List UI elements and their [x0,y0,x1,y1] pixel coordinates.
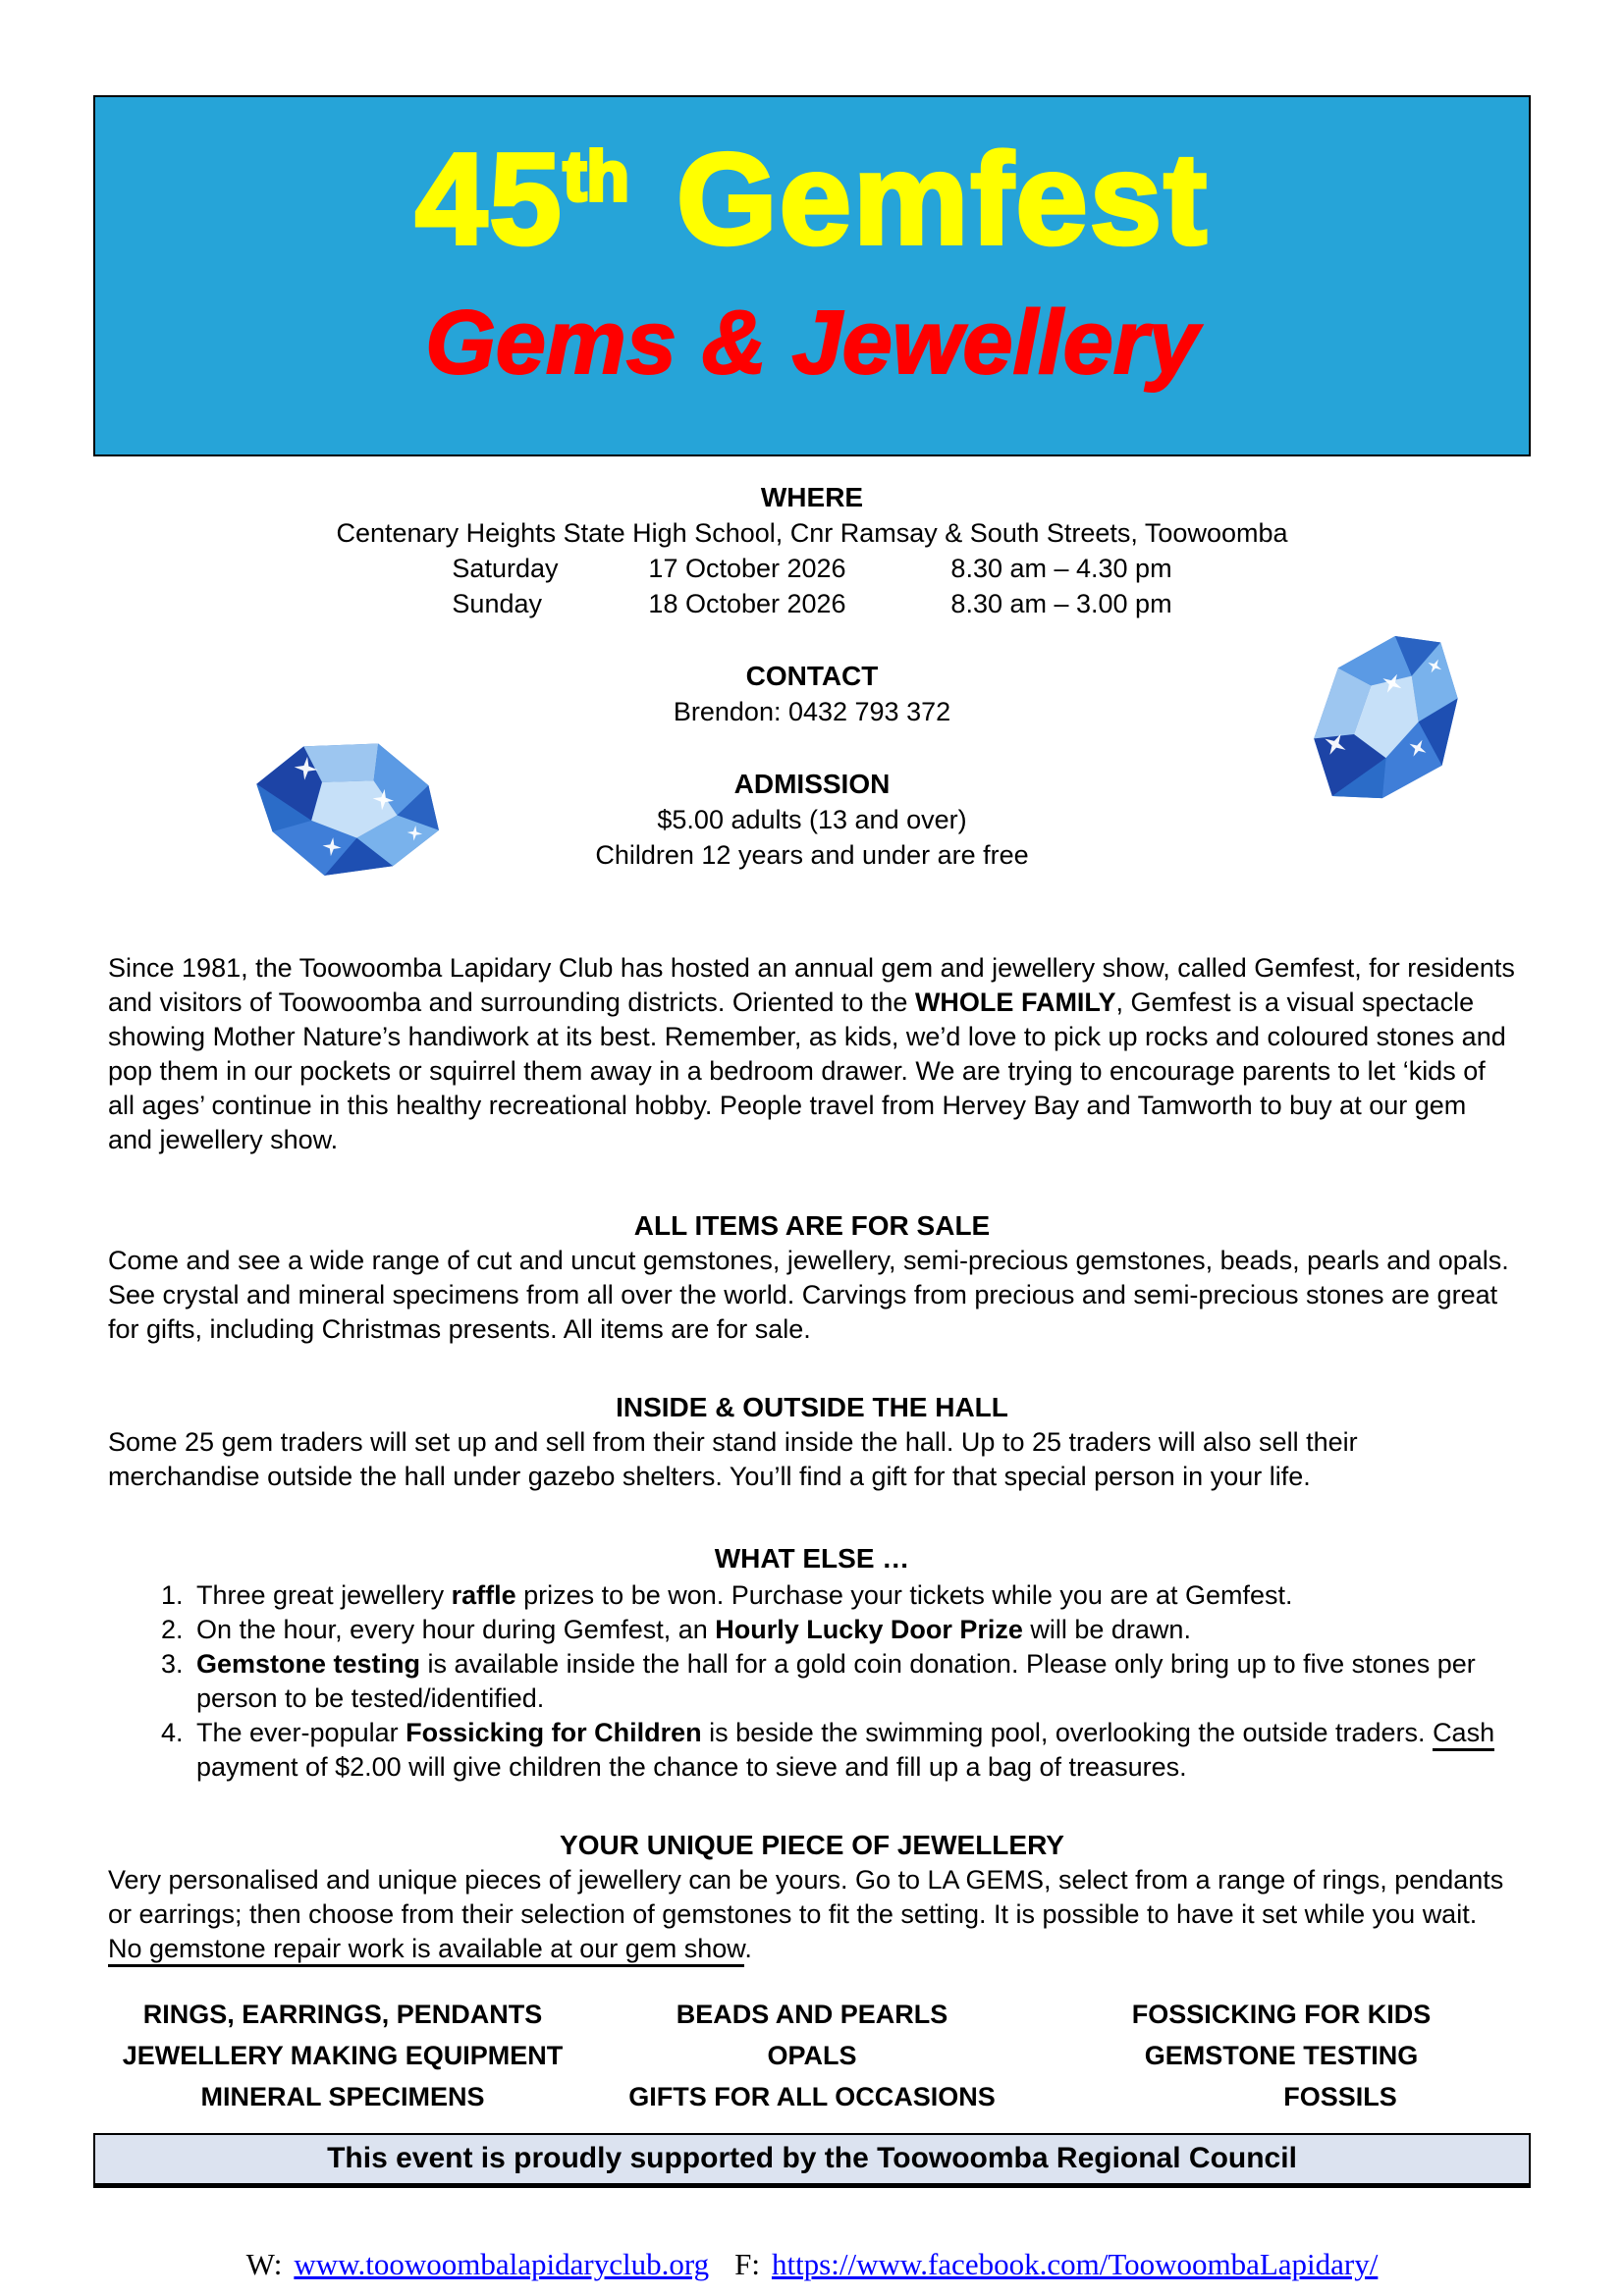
offer-columns [108,1994,1516,2117]
what-else-heading: WHAT ELSE … [714,1543,910,1574]
offer-column-1 [108,1994,577,2117]
unique-text: Very personalised and unique pieces of jewellery can be yours. Go to LA GEMS, select from a range of rings, pendants or earrings; then choose from their selection of gemstones to fit the setting. It is possible to have it set while you wait. [108,1865,1504,1929]
schedule-time: 8.30 am – 4.30 pm [950,554,1172,583]
intro-text: Since 1981, the Toowoomba Lapidary Club has hosted an annual gem and jewellery show, called Gemfest, for residents and visitors of Toowoomba and surrounding districts. Oriented to the [108,953,1515,1017]
event-title-ordinal: th [563,136,629,216]
offer-item: RINGS, EARRINGS, PENDANTS [142,2000,543,2029]
list-item-text: is beside the swimming pool, overlooking the outside traders. [701,1718,1434,1747]
facebook-label: F: [734,2247,760,2281]
header-banner [93,95,1531,456]
list-item [190,1647,1516,1716]
list-item-bold: Hourly Lucky Door Prize [715,1615,1023,1644]
unique-heading: YOUR UNIQUE PIECE OF JEWELLERY [560,1830,1064,1860]
list-item-text: payment of $2.00 will give children the chance to sieve and fill up a bag of treasures. [196,1752,1187,1782]
for-sale-heading: ALL ITEMS ARE FOR SALE [633,1210,991,1241]
admission-children: Children 12 years and under are free [595,840,1029,870]
unique-text: . [744,1934,752,1963]
unique-paragraph [108,1863,1516,1966]
gem-icon [235,722,458,893]
contact-phone: Brendon: 0432 793 372 [673,697,951,726]
offer-column-3 [1047,1994,1516,2117]
for-sale-paragraph: Come and see a wide range of cut and uncut gemstones, jewellery, semi-precious gemstones, beads, pearls and opals. See crystal and mineral specimens from all over the world. Carvings from precious and semi-precious stones are great for gifts, including Christmas presents. All items are for sale. [108,1246,1509,1344]
website-label: W: [245,2247,283,2281]
admission-heading: ADMISSION [733,769,891,799]
offer-item: GEMSTONE TESTING [1144,2041,1419,2070]
list-item-underlined: Cash [1433,1718,1494,1751]
list-item [190,1613,1516,1647]
where-heading: WHERE [760,482,864,512]
council-support-banner: This event is proudly supported by the Toowoomba Regional Council [93,2133,1531,2188]
blue-gem-image-left [235,722,458,893]
list-item-bold: Fossicking for Children [406,1718,702,1747]
unique-underlined: No gemstone repair work is available at our gem show [108,1934,744,1967]
admission-price: $5.00 adults (13 and over) [657,805,967,834]
list-item-text: Three great jewellery [196,1580,452,1610]
event-title-name: Gemfest [676,127,1210,271]
event-schedule [452,551,1171,621]
hall-paragraph: Some 25 gem traders will set up and sell from their stand inside the hall. Up to 25 traders will also sell their merchandise outside the hall under gazebo shelters. You’ll find a gift for that special person in your life. [108,1427,1358,1491]
list-item-text: The ever-popular [196,1718,406,1747]
list-item-bold: raffle [451,1580,516,1610]
event-title [95,97,1529,271]
schedule-day: Sunday [452,589,542,618]
intro-paragraph [108,951,1516,1157]
what-else-list [108,1578,1516,1785]
list-item [190,1578,1516,1613]
schedule-date: 18 October 2026 [648,589,846,618]
offer-item: JEWELLERY MAKING EQUIPMENT [122,2041,564,2070]
contact-heading: CONTACT [745,661,879,691]
venue-address: Centenary Heights State High School, Cnr Ramsay & South Streets, Toowoomba [336,518,1288,548]
intro-bold-text: WHOLE FAMILY [914,988,1116,1017]
offer-item: FOSSILS [1283,2082,1397,2111]
offer-item: OPALS [767,2041,857,2070]
list-item-text: prizes to be won. Purchase your tickets while you are at Gemfest. [515,1580,1293,1610]
website-link[interactable]: www.toowoombalapidaryclub.org [294,2247,710,2281]
list-item-bold: Gemstone testing [196,1649,421,1679]
event-subtitle: Gems & Jewellery [425,293,1199,393]
schedule-time: 8.30 am – 3.00 pm [950,589,1172,618]
offer-item: FOSSICKING FOR KIDS [1131,2000,1432,2029]
list-item-text: is available inside the hall for a gold coin donation. Please only bring up to five stones per person to be tested/identified. [196,1649,1476,1713]
list-item [190,1716,1516,1785]
where-section [0,480,1624,621]
offer-item: BEADS AND PEARLS [676,2000,948,2029]
offer-column-2 [577,1994,1047,2117]
offer-item: MINERAL SPECIMENS [200,2082,485,2111]
list-item-text: will be drawn. [1022,1615,1191,1644]
links-line [0,2247,1624,2282]
intro-text: , Gemfest is a visual spectacle showing Mother Nature’s handiwork at its best. Remember, as kids, we’d love to pick up rocks and coloured stones and pop them in our pockets or squirrel them away in a bedroom drawer. We are trying to encourage parents to let ‘kids of all ages’ continue in this healthy recreational hobby. People travel from Hervey Bay and Tamworth to buy at our gem and jewellery show. [108,988,1506,1154]
hall-heading: INSIDE & OUTSIDE THE HALL [616,1392,1008,1422]
schedule-day: Saturday [452,554,559,583]
schedule-date: 17 October 2026 [648,554,846,583]
list-item-text: On the hour, every hour during Gemfest, an [196,1615,716,1644]
facebook-link[interactable]: https://www.facebook.com/ToowoombaLapidary/ [771,2247,1379,2281]
offer-item: GIFTS FOR ALL OCCASIONS [628,2082,996,2111]
event-title-number: 45 [414,127,564,271]
